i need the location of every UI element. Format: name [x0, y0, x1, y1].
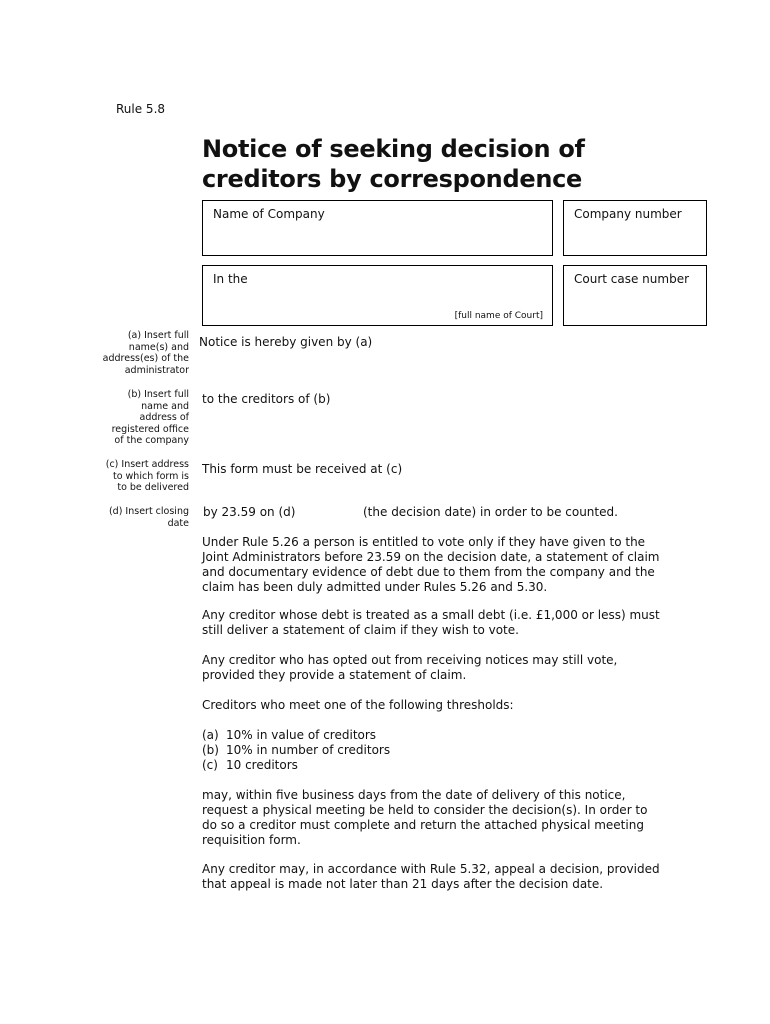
threshold-text: 10 creditors [226, 758, 298, 772]
list-item [202, 728, 662, 743]
paragraph-small-debt: Any creditor whose debt is treated as a small debt (i.e. £1,000 or less) must still deliver a statement of claim if they wish to vote. [202, 608, 660, 637]
court-case-number-box[interactable] [563, 265, 707, 326]
received-at-field: This form must be received at (c) [202, 462, 403, 476]
side-note-c: (c) Insert address to which form is to be delivered [105, 459, 189, 494]
paragraph-thresholds-intro: Creditors who meet one of the following thresholds: [202, 698, 514, 712]
side-note-b: (b) Insert full name and address of registered office of the company [111, 389, 189, 447]
title-line-2: creditors by correspondence [202, 165, 583, 193]
court-label: In the [213, 272, 248, 286]
paragraph-physical-meeting: may, within five business days from the date of delivery of this notice, request a physical meeting be held to consider the decision(s). In order to do so a creditor must complete and return the attached physical meeting requisition form. [202, 788, 648, 847]
decision-date-text: (the decision date) in order to be counted. [363, 505, 618, 519]
creditors-of-field: to the creditors of (b) [202, 392, 331, 406]
company-name-box[interactable] [202, 200, 553, 256]
court-note: [full name of Court] [454, 311, 543, 321]
rule-reference: Rule 5.8 [116, 102, 166, 116]
side-note-d: (d) Insert closing date [108, 506, 189, 529]
title-line-1: Notice of seeking decision of [202, 135, 585, 163]
company-number-box[interactable] [563, 200, 707, 256]
threshold-text: 10% in number of creditors [226, 743, 391, 757]
company-name-label: Name of Company [213, 207, 325, 221]
threshold-label: (b) [202, 743, 219, 757]
list-item [202, 743, 662, 758]
notice-given-by-field: Notice is hereby given by (a) [199, 335, 373, 349]
closing-time-field: by 23.59 on (d) [203, 505, 296, 519]
paragraph-opted-out: Any creditor who has opted out from receiving notices may still vote, provided they provide a statement of claim. [202, 653, 618, 682]
threshold-text: 10% in value of creditors [226, 728, 377, 742]
court-box[interactable] [202, 265, 553, 326]
threshold-label: (c) [202, 758, 218, 772]
list-item [202, 758, 662, 773]
side-note-a: (a) Insert full name(s) and address(es) of the administrator [102, 330, 189, 376]
thresholds-list [202, 728, 662, 773]
paragraph-voting-entitlement: Under Rule 5.26 a person is entitled to vote only if they have given to the Joint Administrators before 23.59 on the decision date, a statement of claim and documentary evidence of debt due to them from the company and the claim has been duly admitted under Rules 5.26 and 5.30. [202, 535, 660, 594]
page-title [202, 134, 622, 194]
company-number-label: Company number [574, 207, 682, 221]
court-case-number-label: Court case number [574, 272, 690, 286]
threshold-label: (a) [202, 728, 219, 742]
paragraph-appeal: Any creditor may, in accordance with Rule 5.32, appeal a decision, provided that appeal is made not later than 21 days after the decision date. [202, 862, 660, 891]
